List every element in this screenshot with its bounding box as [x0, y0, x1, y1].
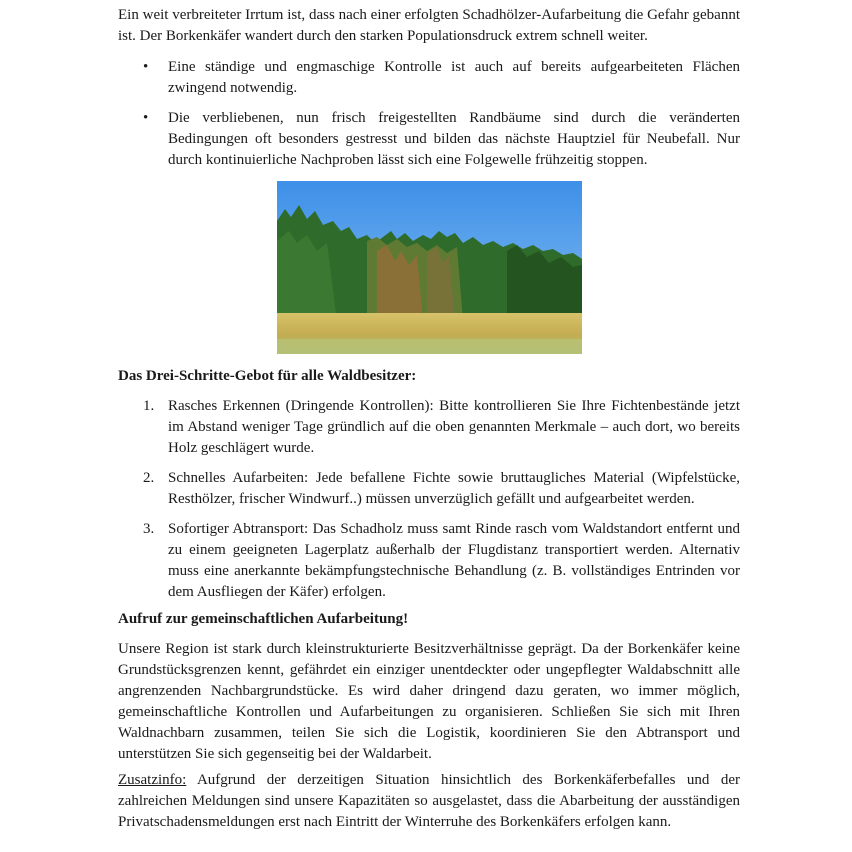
list-item: [0, 396, 852, 459]
appeal-heading: Aufruf zur gemeinschaftlichen Aufarbeitung!: [118, 611, 409, 627]
bullet-icon: •: [143, 110, 149, 126]
steps-list: [0, 396, 852, 603]
note-label: Zusatzinfo:: [118, 772, 187, 788]
list-item: [0, 519, 852, 603]
step-text: Rasches Erkennen (Dringende Kontrollen): Bitte kontrollieren Sie Ihre Fichtenbestände jetzt im Abstand weniger Tage gründlich auf die oben genannten Merkmale – auch dort, wo bereits Holz geschlägert wurde.: [168, 398, 740, 456]
step-text: Sofortiger Abtransport: Das Schadholz muss samt Rinde rasch vom Waldstandort entfernt und zu einem geeigneten Lagerplatz außerhalb der Flugdistanz transportiert werden. Alternativ muss eine anerkannte bekämpfungstechnische Behandlung (z. B. vollständiges Entrinden vor dem Ausfliegen der Käfer) erfolgen.: [168, 521, 740, 600]
list-item: [0, 57, 852, 99]
bullet-text: Die verbliebenen, nun frisch freigestellten Randbäume sind durch die veränderten Bedingungen oft besonders gestresst und bilden das nächste Hauptziel für Neubefall. Nur durch kontinuierliche Nachproben lässt sich eine Folgewelle frühzeitig stoppen.: [168, 110, 740, 168]
bullet-list: [0, 57, 852, 171]
step-number: 1.: [143, 398, 155, 414]
forest-edge-photo: [277, 181, 582, 354]
appeal-paragraph: Unsere Region ist stark durch kleinstrukturierte Besitzverhältnisse geprägt. Da der Borkenkäfer keine Grundstücksgrenzen kennt, gefährdet ein einziger unentdeckter oder ungepflegter Waldabschnitt alle angrenzenden Nachbargrundstücke. Es wird daher dringend dazu geraten, wo immer möglich, gemeinschaftliche Kontrollen und Aufarbeitungen zu organisieren. Schließen Sie sich mit Ihren Waldnachbarn zusammen, teilen Sie sich die Logistik, koordinieren Sie den Abtransport und unterstützen Sie sich gegenseitig bei der Waldarbeit.: [118, 641, 740, 762]
note-text: Aufgrund der derzeitigen Situation hinsichtlich des Borkenkäferbefalles und der zahlreichen Meldungen sind unsere Kapazitäten so ausgelastet, dass die Abarbeitung der ausständigen Privatschadensmeldungen erst nach Eintritt der Winterruhe des Borkenkäfers erfolgen kann.: [118, 772, 740, 830]
list-item: [0, 468, 852, 510]
bullet-text: Eine ständige und engmaschige Kontrolle ist auch auf bereits aufgearbeiteten Flächen zwingend notwendig.: [168, 59, 740, 96]
step-number: 3.: [143, 521, 155, 537]
intro-paragraph: Ein weit verbreiteter Irrtum ist, dass nach einer erfolgten Schadhölzer-Aufarbeitung die Gefahr gebannt ist. Der Borkenkäfer wandert durch den starken Populationsdruck extrem schnell weiter.: [118, 7, 740, 44]
step-number: 2.: [143, 470, 155, 486]
bullet-icon: •: [143, 59, 149, 75]
step-text: Schnelles Aufarbeiten: Jede befallene Fichte sowie bruttaugliches Material (Wipfelstücke, Resthölzer, frischer Windwurf..) müssen unverzüglich gefällt und aufgearbeitet werden.: [168, 470, 740, 507]
list-item: [0, 108, 852, 171]
steps-heading: Das Drei-Schritte-Gebot für alle Waldbesitzer:: [118, 368, 417, 384]
note-paragraph: [118, 770, 740, 833]
